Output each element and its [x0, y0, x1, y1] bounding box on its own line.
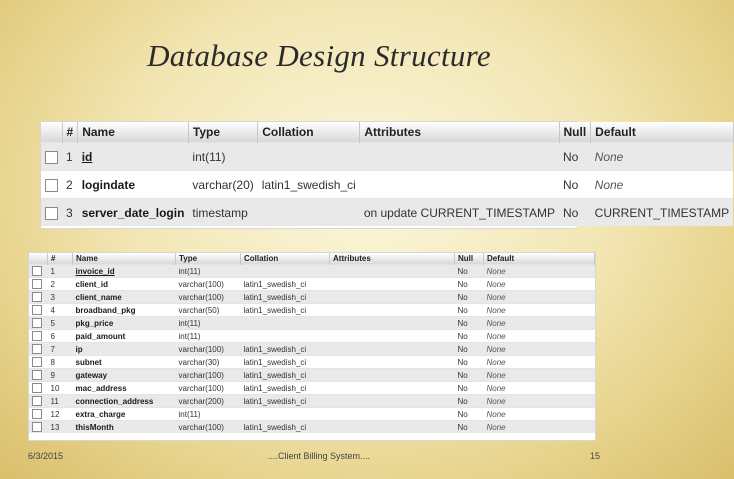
field-name[interactable]: server_date_login [78, 199, 189, 227]
table-row[interactable] [29, 304, 595, 317]
row-checkbox[interactable] [32, 305, 42, 315]
field-attributes [330, 291, 455, 304]
field-type: varchar(100) [176, 291, 241, 304]
row-number: 12 [48, 408, 73, 421]
row-number: 4 [48, 304, 73, 317]
field-attributes [330, 382, 455, 395]
field-default: None [484, 343, 595, 356]
row-checkbox[interactable] [32, 370, 42, 380]
field-type: int(11) [188, 143, 257, 171]
field-collation: latin1_swedish_ci [241, 291, 330, 304]
table-row[interactable] [29, 395, 595, 408]
field-collation: latin1_swedish_ci [241, 369, 330, 382]
field-null: No [559, 199, 591, 227]
field-type: int(11) [176, 317, 241, 330]
row-number: 5 [48, 317, 73, 330]
field-type: int(11) [176, 265, 241, 278]
field-type: varchar(50) [176, 304, 241, 317]
field-collation: latin1_swedish_ci [258, 171, 360, 199]
field-type: varchar(100) [176, 421, 241, 434]
table-header-row [29, 253, 595, 265]
checkbox-header [41, 122, 62, 143]
row-checkbox[interactable] [32, 279, 42, 289]
field-null: No [455, 291, 484, 304]
field-default: None [484, 369, 595, 382]
field-default: None [484, 291, 595, 304]
field-name[interactable]: ip [73, 343, 176, 356]
table-row[interactable] [29, 278, 595, 291]
field-default: None [484, 356, 595, 369]
field-attributes [330, 330, 455, 343]
table-row[interactable] [41, 143, 733, 171]
table-row[interactable] [29, 382, 595, 395]
field-null: No [455, 382, 484, 395]
field-collation: latin1_swedish_ci [241, 395, 330, 408]
field-null: No [455, 421, 484, 434]
field-type: varchar(100) [176, 278, 241, 291]
column-header-type: Type [176, 253, 241, 265]
row-checkbox[interactable] [32, 344, 42, 354]
row-checkbox[interactable] [32, 292, 42, 302]
field-type: varchar(100) [176, 343, 241, 356]
field-name[interactable]: subnet [73, 356, 176, 369]
field-default: None [484, 382, 595, 395]
field-name[interactable]: connection_address [73, 395, 176, 408]
table-row[interactable] [29, 317, 595, 330]
field-collation [241, 330, 330, 343]
field-default: None [591, 143, 733, 171]
field-attributes [330, 408, 455, 421]
field-name[interactable]: extra_charge [73, 408, 176, 421]
column-header-number: # [48, 253, 73, 265]
table-row[interactable] [29, 369, 595, 382]
field-null: No [455, 369, 484, 382]
row-checkbox[interactable] [45, 207, 58, 220]
field-attributes [330, 369, 455, 382]
table-header-row [41, 122, 733, 143]
slide-number: 15 [590, 451, 601, 461]
field-default: None [484, 395, 595, 408]
row-number: 1 [48, 265, 73, 278]
row-checkbox[interactable] [32, 357, 42, 367]
field-type: varchar(100) [176, 369, 241, 382]
field-collation [241, 265, 330, 278]
row-number: 9 [48, 369, 73, 382]
field-default: None [484, 330, 595, 343]
field-collation: latin1_swedish_ci [241, 343, 330, 356]
row-number: 7 [48, 343, 73, 356]
field-collation: latin1_swedish_ci [241, 356, 330, 369]
table-row[interactable] [41, 171, 733, 199]
field-name[interactable]: broadband_pkg [73, 304, 176, 317]
table-row[interactable] [29, 408, 595, 421]
field-collation: latin1_swedish_ci [241, 304, 330, 317]
field-default: None [591, 171, 733, 199]
field-collation [241, 317, 330, 330]
column-header-name: Name [78, 122, 189, 143]
column-header-attributes: Attributes [330, 253, 455, 265]
table-row[interactable] [29, 421, 595, 434]
field-attributes [330, 421, 455, 434]
field-null: No [559, 171, 591, 199]
table-row[interactable] [29, 343, 595, 356]
field-null: No [455, 278, 484, 291]
field-attributes [330, 304, 455, 317]
column-header-null: Null [455, 253, 484, 265]
table-row[interactable] [29, 265, 595, 278]
field-collation [241, 408, 330, 421]
row-checkbox[interactable] [32, 383, 42, 393]
field-collation [258, 199, 360, 227]
field-name[interactable]: logindate [78, 171, 189, 199]
field-attributes [330, 265, 455, 278]
field-null: No [455, 356, 484, 369]
field-attributes [330, 343, 455, 356]
column-header-attributes: Attributes [360, 122, 559, 143]
field-name[interactable]: thisMonth [73, 421, 176, 434]
field-null: No [455, 395, 484, 408]
column-header-collation: Collation [258, 122, 360, 143]
table-row[interactable] [29, 356, 595, 369]
field-default: CURRENT_TIMESTAMP [591, 199, 733, 227]
field-attributes [330, 395, 455, 408]
field-type: varchar(20) [188, 171, 257, 199]
row-number: 6 [48, 330, 73, 343]
row-checkbox[interactable] [32, 422, 42, 432]
row-checkbox[interactable] [32, 266, 42, 276]
field-type: timestamp [188, 199, 257, 227]
table-row[interactable] [29, 291, 595, 304]
table-row[interactable] [41, 199, 733, 227]
field-default: None [484, 278, 595, 291]
row-number: 13 [48, 421, 73, 434]
column-header-type: Type [188, 122, 257, 143]
field-null: No [455, 265, 484, 278]
field-default: None [484, 265, 595, 278]
field-attributes [330, 278, 455, 291]
field-name[interactable]: paid_amount [73, 330, 176, 343]
field-default: None [484, 304, 595, 317]
field-name[interactable]: client_id [73, 278, 176, 291]
field-name[interactable]: invoice_id [73, 265, 176, 278]
field-attributes [330, 356, 455, 369]
field-name[interactable]: pkg_price [73, 317, 176, 330]
column-header-number: # [62, 122, 78, 143]
field-attributes [360, 171, 559, 199]
row-checkbox[interactable] [45, 179, 58, 192]
field-collation: latin1_swedish_ci [241, 278, 330, 291]
field-null: No [455, 343, 484, 356]
row-number: 3 [62, 199, 78, 227]
field-null: No [455, 304, 484, 317]
table-structure-invoice [28, 252, 596, 441]
row-checkbox[interactable] [32, 318, 42, 328]
row-checkbox[interactable] [32, 409, 42, 419]
column-header-collation: Collation [241, 253, 330, 265]
row-number: 10 [48, 382, 73, 395]
field-collation: latin1_swedish_ci [241, 382, 330, 395]
row-number: 2 [48, 278, 73, 291]
footer-date: 6/3/2015 [28, 451, 64, 461]
slide-title: Database Design Structure [147, 38, 491, 73]
row-number: 11 [48, 395, 73, 408]
row-number: 8 [48, 356, 73, 369]
field-type: int(11) [176, 330, 241, 343]
checkbox-header [29, 253, 48, 265]
field-collation [258, 143, 360, 171]
field-attributes: on update CURRENT_TIMESTAMP [360, 199, 559, 227]
row-number: 1 [62, 143, 78, 171]
field-type: varchar(100) [176, 382, 241, 395]
field-type: int(11) [176, 408, 241, 421]
column-header-default: Default [484, 253, 595, 265]
field-name[interactable]: client_name [73, 291, 176, 304]
row-checkbox[interactable] [32, 331, 42, 341]
footer-presentation-name: ....Client Billing System.... [267, 451, 371, 461]
field-null: No [455, 317, 484, 330]
field-null: No [559, 143, 591, 171]
field-name-link[interactable]: id [78, 143, 189, 171]
field-null: No [455, 330, 484, 343]
field-default: None [484, 317, 595, 330]
row-checkbox[interactable] [45, 151, 58, 164]
field-attributes [360, 143, 559, 171]
field-attributes [330, 317, 455, 330]
column-header-name: Name [73, 253, 176, 265]
column-header-default: Default [591, 122, 733, 143]
table-structure-login [40, 121, 730, 229]
row-checkbox[interactable] [32, 396, 42, 406]
field-default: None [484, 421, 595, 434]
row-number: 3 [48, 291, 73, 304]
field-default: None [484, 408, 595, 421]
field-name[interactable]: gateway [73, 369, 176, 382]
table-row[interactable] [29, 330, 595, 343]
field-name[interactable]: mac_address [73, 382, 176, 395]
field-type: varchar(200) [176, 395, 241, 408]
column-header-null: Null [559, 122, 591, 143]
field-type: varchar(30) [176, 356, 241, 369]
field-collation: latin1_swedish_ci [241, 421, 330, 434]
field-null: No [455, 408, 484, 421]
row-number: 2 [62, 171, 78, 199]
